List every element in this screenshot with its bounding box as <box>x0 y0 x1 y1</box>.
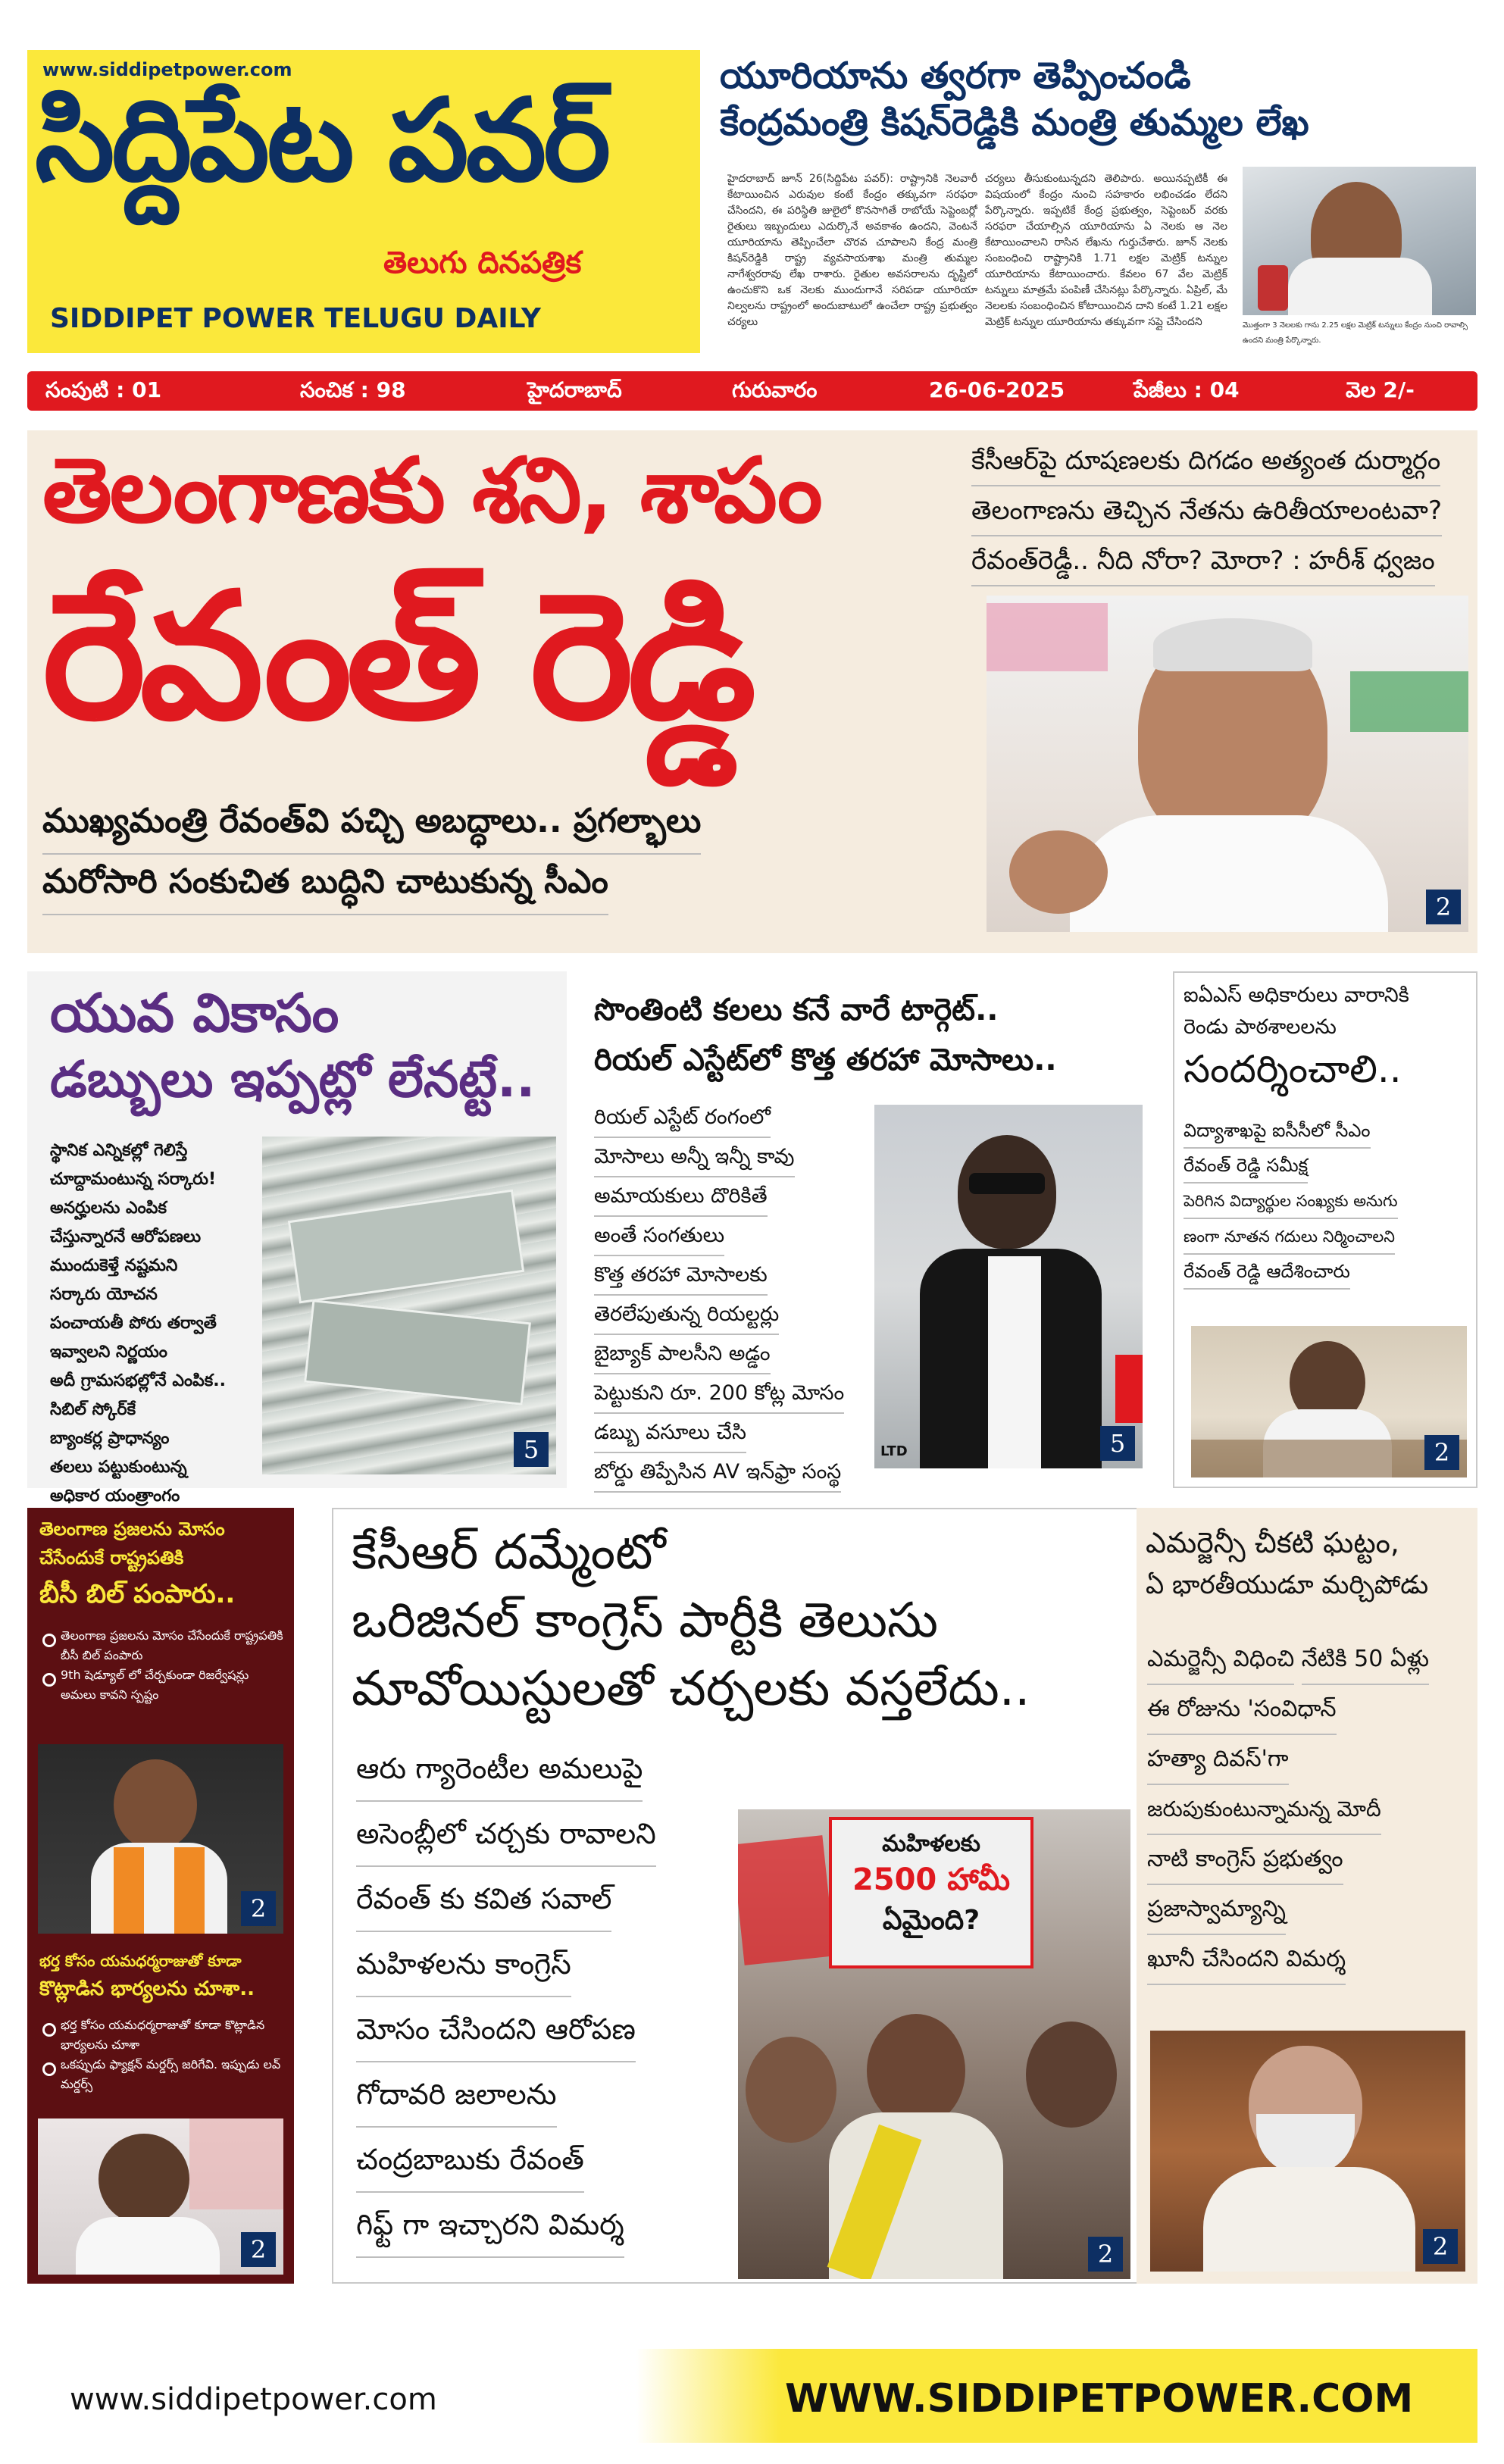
top-story-headline-1[interactable]: యూరియాను త్వరగా తెప్పించండి <box>720 55 1191 97</box>
ias-title-3[interactable]: సందర్శించాలి.. <box>1184 1047 1402 1091</box>
info-volume: సంపుటి : 01 <box>45 377 162 402</box>
real-estate-line: అంతే సంగతులు <box>594 1217 724 1256</box>
lead-page-number: 2 <box>1426 890 1461 924</box>
masthead-english-name: SIDDIPET POWER TELUGU DAILY <box>50 303 541 334</box>
kcr-line: ఆరు గ్యారెంటీల అమలుపై <box>356 1737 643 1802</box>
currency-photo <box>262 1137 556 1474</box>
real-estate-line: బోర్డు తిప్పేసిన AV ఇన్‌ఫ్రా సంస్థ <box>594 1453 841 1493</box>
top-story-col-2: చర్యలు తీసుకుంటున్నదని తెలిపారు. అయినప్పటికీ ఈ విషయంలో కేంద్రం నుంచి సహకారం లభించడం లేదని పేర్కొన్నారు. ఇప్పటికే కేంద్ర ప్రభుత్వం, సెప్టెంబర్ వరకు సరఫరా చేయాల్సిన యూరియాను ఏ నెలకు ఆ నెల కేటాయించాలని రాసిన లేఖను గుర్తుచేశారు. జూన్ నెలకు సంబంధించి రాష్ట్రానికి 1.71 లక్షల మెట్రిక్ టన్నుల యూరియాను కేటాయించారు. కేవలం 67 వేల మెట్రిక్ టన్నులు మాత్రమే పంపిణీ చేసినట్లు పేర్కొన్నారు. ఏప్రిల్, మే నెలలకు సంబంధించిన కోటాయించిన దాని కంటే 1.21 లక్షల మెట్రిక్ టన్నుల యూరియాను తక్కువగా సప్లై చేసిందని <box>985 173 1227 328</box>
yuva-title-2[interactable]: డబ్బులు ఇప్పట్లో లేనట్టే.. <box>50 1050 536 1108</box>
kcr-line: గిఫ్ట్ గా ఇచ్చారని విమర్శ <box>356 2193 624 2258</box>
ias-line: ణంగా నూతన గదులు నిర్మించాలని <box>1184 1220 1395 1255</box>
real-estate-line: మోసాలు అన్నీ ఇన్నీ కావు <box>594 1138 795 1177</box>
realtor-photo-badge: LTD <box>880 1443 908 1459</box>
yuva-line: అదీ గ్రామసభల్లోనే ఎంపిక.. <box>50 1371 226 1390</box>
ias-line: రేవంత్ రెడ్డి సమీక్ష <box>1184 1149 1308 1184</box>
left-page-number-2: 2 <box>241 2232 276 2267</box>
emergency-line: ఖూనీ చేసిందని విమర్శ <box>1147 1935 1346 1985</box>
real-estate-line: డబ్బు వసూలు చేసి <box>594 1414 746 1453</box>
placard-line-3: ఏమైంది? <box>882 1905 980 1936</box>
info-issue: సంచిక : 98 <box>300 377 406 402</box>
top-story-col-1: హైదరాబాద్ జూన్ 26(సిద్దిపేట పవర్): రాష్ట్రానికి నెలవారీ కేటాయించిన ఎరువుల కంటే కేంద్రం తక్కువగా సరఫరా చేసిందని, ఈ పరిస్థితి జులైలో కొనసాగితే రాబోయే సెప్టెంబర్లో రైతులు ఇబ్బందులు ఎదుర్కొనే అవకాశం ఉందని, వెంటనే యూరియాను తెప్పించేలా చొరవ చూపాలని కేంద్ర మంత్రి కిషన్‌రెడ్డికి రాష్ట్ర వ్యవసాయశాఖ మంత్రి తుమ్మల నాగేశ్వరరావు లేఖ రాశారు. రైతుల అవసరాలను దృష్టిలో ఉంచుకొని ఒక నెలకు ముందుగానే సరిపడా యూరియా నిల్వలను రాష్ట్రంలో అందుబాటులో ఉంచేలా రాష్ట్ర ప్రభుత్వం చర్యలు <box>727 173 977 328</box>
masthead <box>27 50 700 353</box>
emergency-line: నాటి కాంగ్రెస్ ప్రభుత్వం <box>1147 1835 1343 1885</box>
ias-story <box>1173 971 1477 1488</box>
protest-placard <box>829 1817 1033 1968</box>
lead-side-3: రేవంత్‌రెడ్డీ.. నీది నోరా? మోరా? : హరీశ్ ధ్వజం <box>971 546 1435 586</box>
yuva-line: చూద్దామంటున్న సర్కారు! <box>50 1170 216 1189</box>
left-bullets-2 <box>39 2015 286 2094</box>
kcr-story <box>332 1508 1140 2284</box>
emergency-title-2[interactable]: ఏ భారతీయుడూ మర్చిపోడు <box>1146 1570 1429 1600</box>
emergency-page-number: 2 <box>1423 2229 1458 2264</box>
real-estate-line: కొత్త తరహా మోసాలకు <box>594 1256 768 1296</box>
laxman-photo <box>38 1744 283 1934</box>
yuva-line: అధికార యంత్రాంగం <box>50 1487 180 1506</box>
kavitha-protest-photo <box>738 1809 1130 2279</box>
hanumantha-photo <box>38 2118 283 2275</box>
modi-photo <box>1150 2031 1465 2272</box>
kcr-title-2[interactable]: ఒరిజినల్ కాంగ్రెస్ పార్టీకి తెలుసు <box>352 1593 939 1649</box>
real-estate-title-2[interactable]: రియల్ ఎస్టేట్‌లో కొత్త తరహా మోసాలు.. <box>594 1043 1057 1077</box>
left-title-5[interactable]: కొట్లాడిన భార్యలను చూశా.. <box>39 1978 255 2000</box>
yuva-line: బ్యాంకర్ల ప్రాధాన్యం <box>50 1429 170 1448</box>
kcr-title-3[interactable]: మావోయిస్టులతో చర్చలకు వస్తలేదు.. <box>352 1661 1030 1717</box>
lead-story <box>27 430 1477 953</box>
kcr-line: రేవంత్ కు కవిత సవాల్ <box>356 1867 611 1932</box>
left-bullets-1 <box>39 1626 286 1705</box>
emergency-line: ఎమర్జెన్సీ విధించి <box>1147 1635 1294 1685</box>
real-estate-line: అమాయకులు దొరికితే <box>594 1177 768 1217</box>
left-bullet: భర్త కోసం యమధర్మరాజుతో కూడా కొట్లాడిన భార్యలను చూశా <box>39 2015 286 2055</box>
left-title-3[interactable]: బీసీ బిల్ పంపారు.. <box>39 1579 236 1609</box>
footer-url-right[interactable]: WWW.SIDDIPETPOWER.COM <box>785 2376 1414 2422</box>
yuva-title-1[interactable]: యువ వికాసం <box>50 982 339 1044</box>
real-estate-line: తెరలేపుతున్న రియల్టర్లు <box>594 1296 779 1335</box>
kcr-text <box>356 1737 705 2258</box>
info-price: వెల 2/- <box>1346 377 1415 402</box>
info-day: గురువారం <box>732 377 818 402</box>
emergency-title-1[interactable]: ఎమర్జెన్సీ చీకటి ఘట్టం, <box>1146 1526 1399 1559</box>
minister-photo-caption: మొత్తంగా 3 నెలలకు గాను 2.25 లక్షల మెట్రిక్ టన్నులు కేంద్రం నుంచి రావాల్సి ఉందని మంత్రి పేర్కొన్నారు. <box>1243 321 1468 345</box>
yuva-line: ఇవ్వాలని నిర్ణయం <box>50 1343 167 1362</box>
yuva-line: స్థానిక ఎన్నికల్లో గెలిస్తే <box>50 1141 188 1160</box>
ias-line: రేవంత్ రెడ్డి ఆదేశించారు <box>1184 1255 1350 1290</box>
yuva-story <box>27 971 567 1506</box>
yuva-line: సర్కారు యోచన <box>50 1285 158 1304</box>
lead-sub-2: మరోసారి సంకుచిత బుద్ధిని చాటుకున్న సీఎం <box>42 862 608 915</box>
emergency-line: ప్రజాస్వామ్యాన్ని <box>1147 1885 1286 1935</box>
yuva-line: అనర్హులను ఎంపిక <box>50 1199 167 1218</box>
real-estate-line: బైబ్యాక్ పాలసీని అడ్డం <box>594 1335 771 1374</box>
placard-line-2: 2500 హామీ <box>852 1862 1011 1897</box>
yuva-line: ముందుకెళ్తే నష్టమని <box>50 1256 178 1275</box>
ias-title-2[interactable]: రెండు పాఠశాలలను <box>1184 1015 1337 1039</box>
kcr-line: అసెంబ్లీలో చర్చకు రావాలని <box>356 1802 656 1867</box>
left-bullet: 9th షెడ్యూల్ లో చేర్చకుండా రిజర్వేషన్లు అమలు కావని స్పష్టం <box>39 1665 286 1705</box>
footer <box>27 2349 1477 2443</box>
real-estate-page-number: 5 <box>1100 1426 1135 1461</box>
emergency-line: నేటికి 50 ఏళ్లు <box>1302 1635 1429 1685</box>
real-estate-line: పెట్టుకుని రూ. 200 కోట్ల మోసం <box>594 1374 844 1414</box>
ias-line: విద్యాశాఖపై ఐసీసీలో సీఎం <box>1184 1114 1371 1149</box>
kcr-page-number: 2 <box>1088 2237 1123 2272</box>
kcr-line: మహిళలను కాంగ్రెస్ <box>356 1932 571 1997</box>
yuva-page-number: 5 <box>514 1432 549 1467</box>
left-title-2[interactable]: చేసేందుకే రాష్ట్రపతికి <box>39 1547 184 1568</box>
kcr-title-1[interactable]: కేసీఆర్ దమ్మేంటో <box>352 1524 666 1581</box>
top-story <box>720 50 1477 353</box>
yuva-line: సిబిల్ స్కోర్‌కే <box>50 1400 136 1419</box>
yuva-line: తలలు పట్టుకుంటున్న <box>50 1458 187 1477</box>
masthead-url[interactable]: www.siddipetpower.com <box>42 59 292 80</box>
ias-text <box>1184 1114 1471 1290</box>
left-column <box>27 1508 294 2284</box>
emergency-story <box>1137 1508 1477 2284</box>
ias-line: పెరిగిన విద్యార్థుల సంఖ్యకు అనుగు <box>1184 1184 1398 1219</box>
left-bullet: ఒకప్పుడు ఫ్యాక్షన్ మర్డర్స్ జరిగేవి. ఇప్పుడు లవ్ మర్డర్స్ <box>39 2055 286 2094</box>
lead-sub-1: ముఖ్యమంత్రి రేవంత్‌వి పచ్చి అబద్ధాలు.. ప్రగల్భాలు <box>42 802 701 855</box>
lead-headline-1[interactable]: తెలంగాణకు శని, శాపం <box>42 438 821 543</box>
emergency-text <box>1147 1635 1473 1985</box>
minister-photo <box>1243 167 1476 315</box>
footer-url-left[interactable]: www.siddipetpower.com <box>70 2382 437 2417</box>
ias-page-number: 2 <box>1424 1435 1459 1470</box>
lead-headline-2[interactable]: రేవంత్ రెడ్డి <box>42 556 751 758</box>
left-bullet: తెలంగాణ ప్రజలను మోసం చేసేందుకే రాష్ట్రపతికి బీసీ బిల్ పంపారు <box>39 1626 286 1665</box>
lead-side-2: తెలంగాణను తెచ్చిన నేతను ఉరితీయాలంటవా? <box>971 496 1442 536</box>
top-story-headline-2[interactable]: కేంద్రమంత్రి కిషన్‌రెడ్డికి మంత్రి తుమ్మల లేఖ <box>720 102 1309 144</box>
emergency-line: ఈ రోజును 'సంవిధాన్ <box>1147 1685 1337 1735</box>
info-bar <box>27 371 1477 411</box>
emergency-line: హత్యా దివస్'గా <box>1147 1735 1289 1785</box>
kcr-line: మోసం చేసిందని ఆరోపణ <box>356 1997 636 2062</box>
real-estate-text <box>594 1099 859 1493</box>
left-page-number-1: 2 <box>241 1891 276 1926</box>
real-estate-title-1[interactable]: సొంతింటి కలలు కనే వారే టార్గెట్.. <box>594 993 999 1027</box>
yuva-text <box>50 1137 292 1511</box>
info-date: 26-06-2025 <box>929 377 1065 402</box>
ias-title-1[interactable]: ఐఏఎస్ అధికారులు వారానికి <box>1184 983 1409 1007</box>
masthead-logo: సిద్దిపేట పవర్ <box>35 75 608 207</box>
realtor-photo <box>874 1105 1143 1468</box>
placard-line-1: మహిళలకు <box>882 1831 980 1857</box>
revanth-meeting-photo <box>1191 1326 1467 1477</box>
info-pages: పేజీలు : 04 <box>1133 377 1240 402</box>
yuva-line: చేస్తున్నారనే ఆరోపణలు <box>50 1227 202 1246</box>
left-title-4[interactable]: భర్త కోసం యమధర్మరాజుతో కూడా <box>39 1952 242 1970</box>
lead-side-1: కేసీఆర్‌పై దూషణలకు దిగడం అత్యంత దుర్మార్గం <box>971 446 1440 486</box>
kcr-line: చంద్రబాబుకు రేవంత్ <box>356 2128 584 2193</box>
kcr-line: గోదావరి జలాలను <box>356 2062 557 2128</box>
info-city: హైదరాబాద్ <box>527 377 622 402</box>
yuva-line: పంచాయతీ పోరు తర్వాతే <box>50 1314 217 1333</box>
real-estate-line: రియల్ ఎస్టేట్ రంగంలో <box>594 1099 771 1138</box>
emergency-line: జరుపుకుంటున్నామన్న మోదీ <box>1147 1785 1381 1835</box>
masthead-tagline: తెలుగు దినపత్రిక <box>383 245 582 280</box>
harish-photo <box>987 596 1468 932</box>
real-estate-story <box>589 971 1150 1488</box>
left-title-1[interactable]: తెలంగాణ ప్రజలను మోసం <box>39 1518 225 1540</box>
